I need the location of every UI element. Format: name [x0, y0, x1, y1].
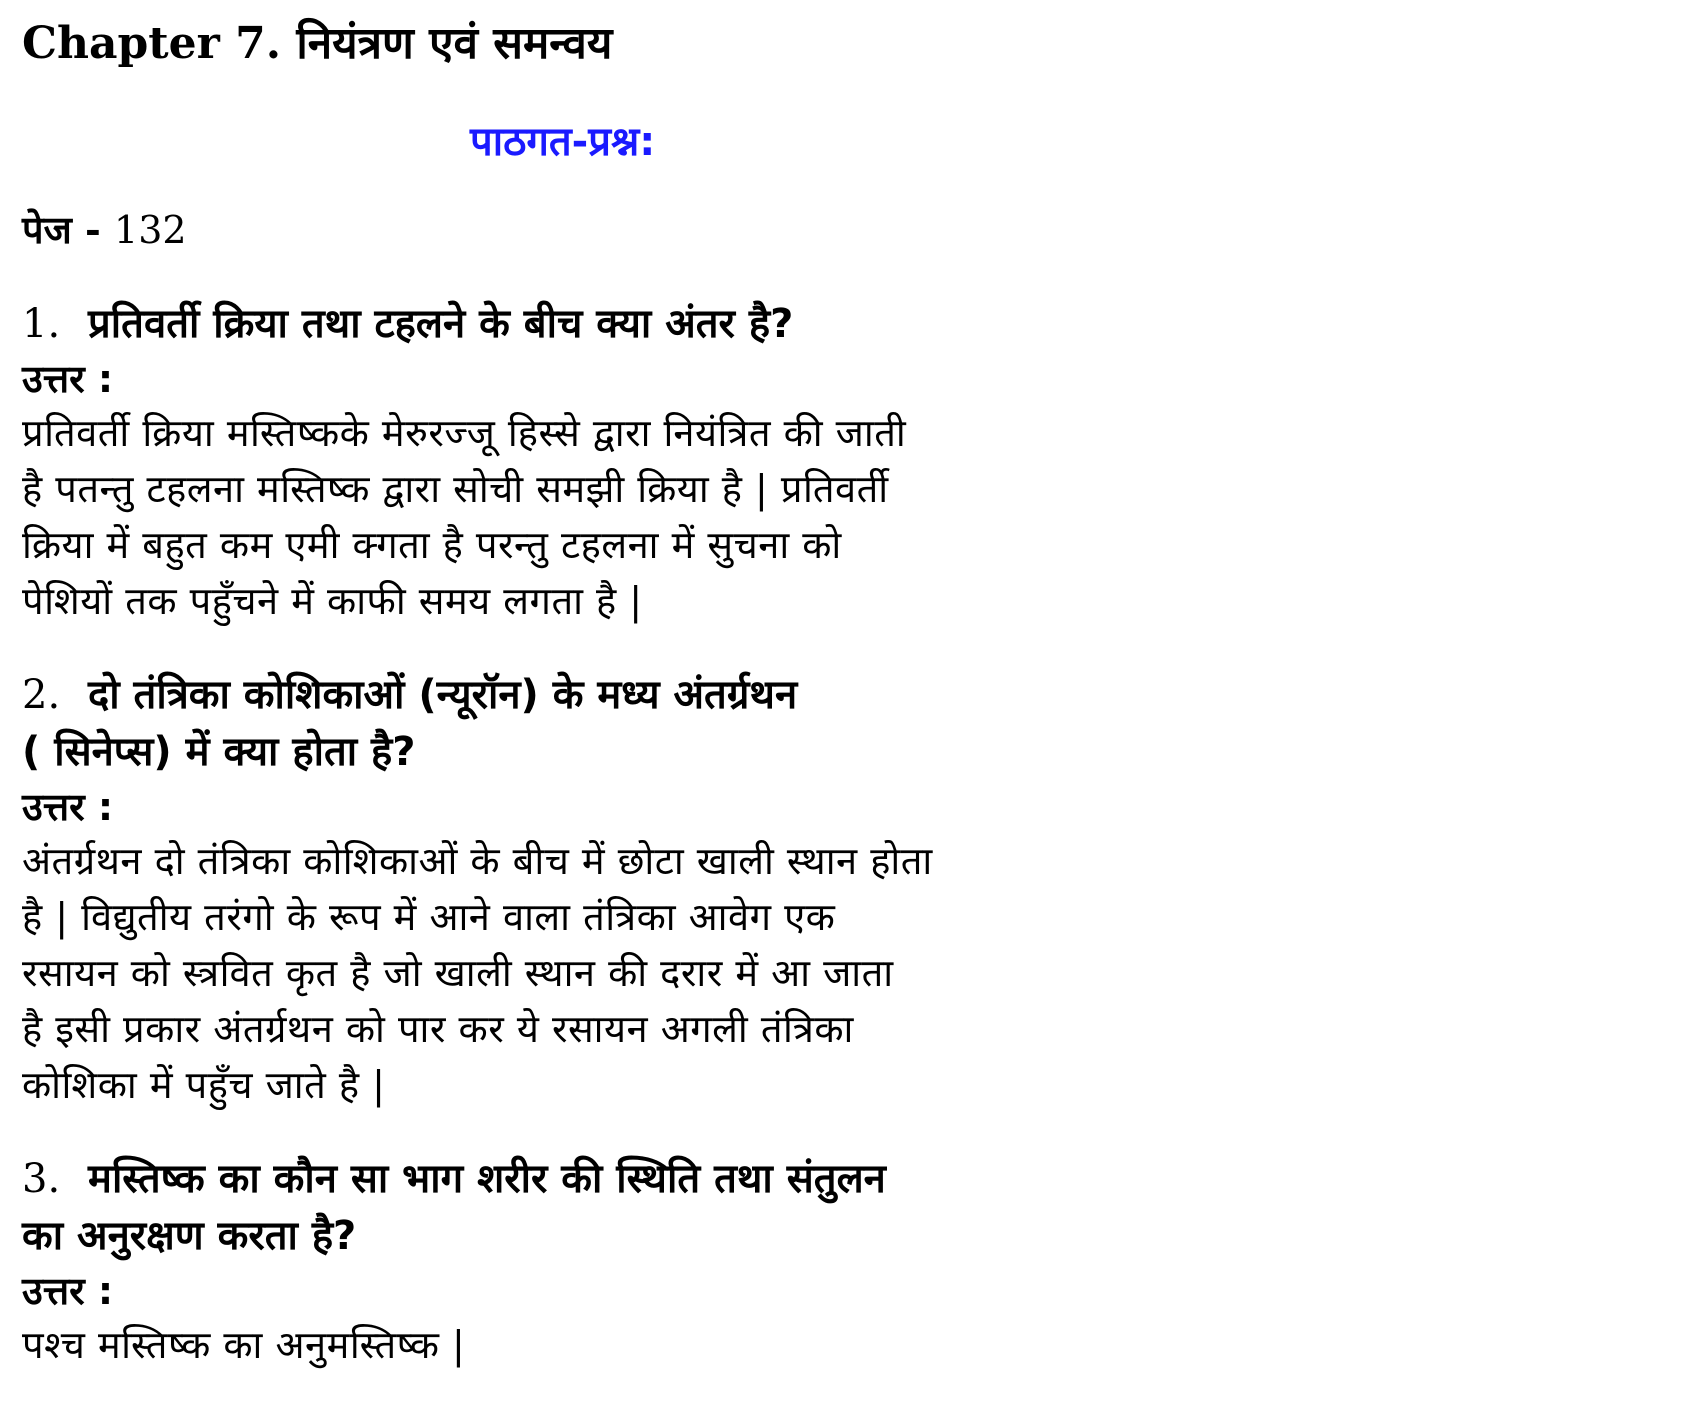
answer-text: अंतर्ग्रथन दो तंत्रिका कोशिकाओं के बीच में छोटा खाली स्थान होता है | विद्युतीय तरंगो के रूप में आने वाला तंत्रिका आवेग एक रसायन को स्त्रवित कृत है जो खाली स्थान की दरार में आ जाता है इसी प्रकार अंतर्ग्रथन को पार कर ये रसायन अगली तंत्रिका कोशिका में पहुँच जाते है |	[22, 839, 933, 1107]
page-ref-label: पेज -	[22, 207, 115, 252]
question-number: 1.	[22, 301, 61, 347]
question-block	[22, 667, 1662, 1113]
question-block	[22, 1151, 1662, 1373]
answer-label: उत्तर :	[22, 785, 114, 829]
question-body: प्रतिवर्ती क्रिया तथा टहलने के बीच क्या अंतर है?	[88, 301, 794, 347]
question-body: दो तंत्रिका कोशिकाओं (न्यूरॉन) के मध्य अंतर्ग्रथन ( सिनेप्स) में क्या होता है?	[22, 672, 798, 775]
question-number: 2.	[22, 672, 61, 718]
answer-label: उत्तर :	[22, 357, 114, 401]
question-text	[22, 296, 1662, 353]
question-block	[22, 296, 1662, 629]
question-body: मस्तिष्क का कौन सा भाग शरीर की स्थिति तथा संतुलन का अनुरक्षण करता है?	[22, 1156, 886, 1259]
answer-label: उत्तर :	[22, 1269, 114, 1313]
page-reference	[22, 202, 1662, 258]
section-heading: पाठगत-प्रश्न:	[470, 119, 656, 165]
question-text	[22, 667, 1662, 781]
answer-text: प्रतिवर्ती क्रिया मस्तिष्कके मेरुरज्जू हिस्से द्वारा नियंत्रित की जाती है पतन्तु टहलना मस्तिष्क द्वारा सोची समझी क्रिया है | प्रतिवर्ती क्रिया में बहुत कम एमी क्गता है परन्तु टहलना में सुचना को पेशियों तक पहुँचने में काफी समय लगता है |	[22, 411, 907, 623]
chapter-title: Chapter 7. नियंत्रण एवं समन्वय	[22, 18, 613, 69]
page-ref-number: 132	[114, 208, 187, 252]
question-text	[22, 1151, 1662, 1265]
answer-text: पश्च मस्तिष्क का अनुमस्तिष्क |	[22, 1323, 466, 1367]
document-page	[22, 12, 1662, 1373]
question-number: 3.	[22, 1156, 61, 1202]
